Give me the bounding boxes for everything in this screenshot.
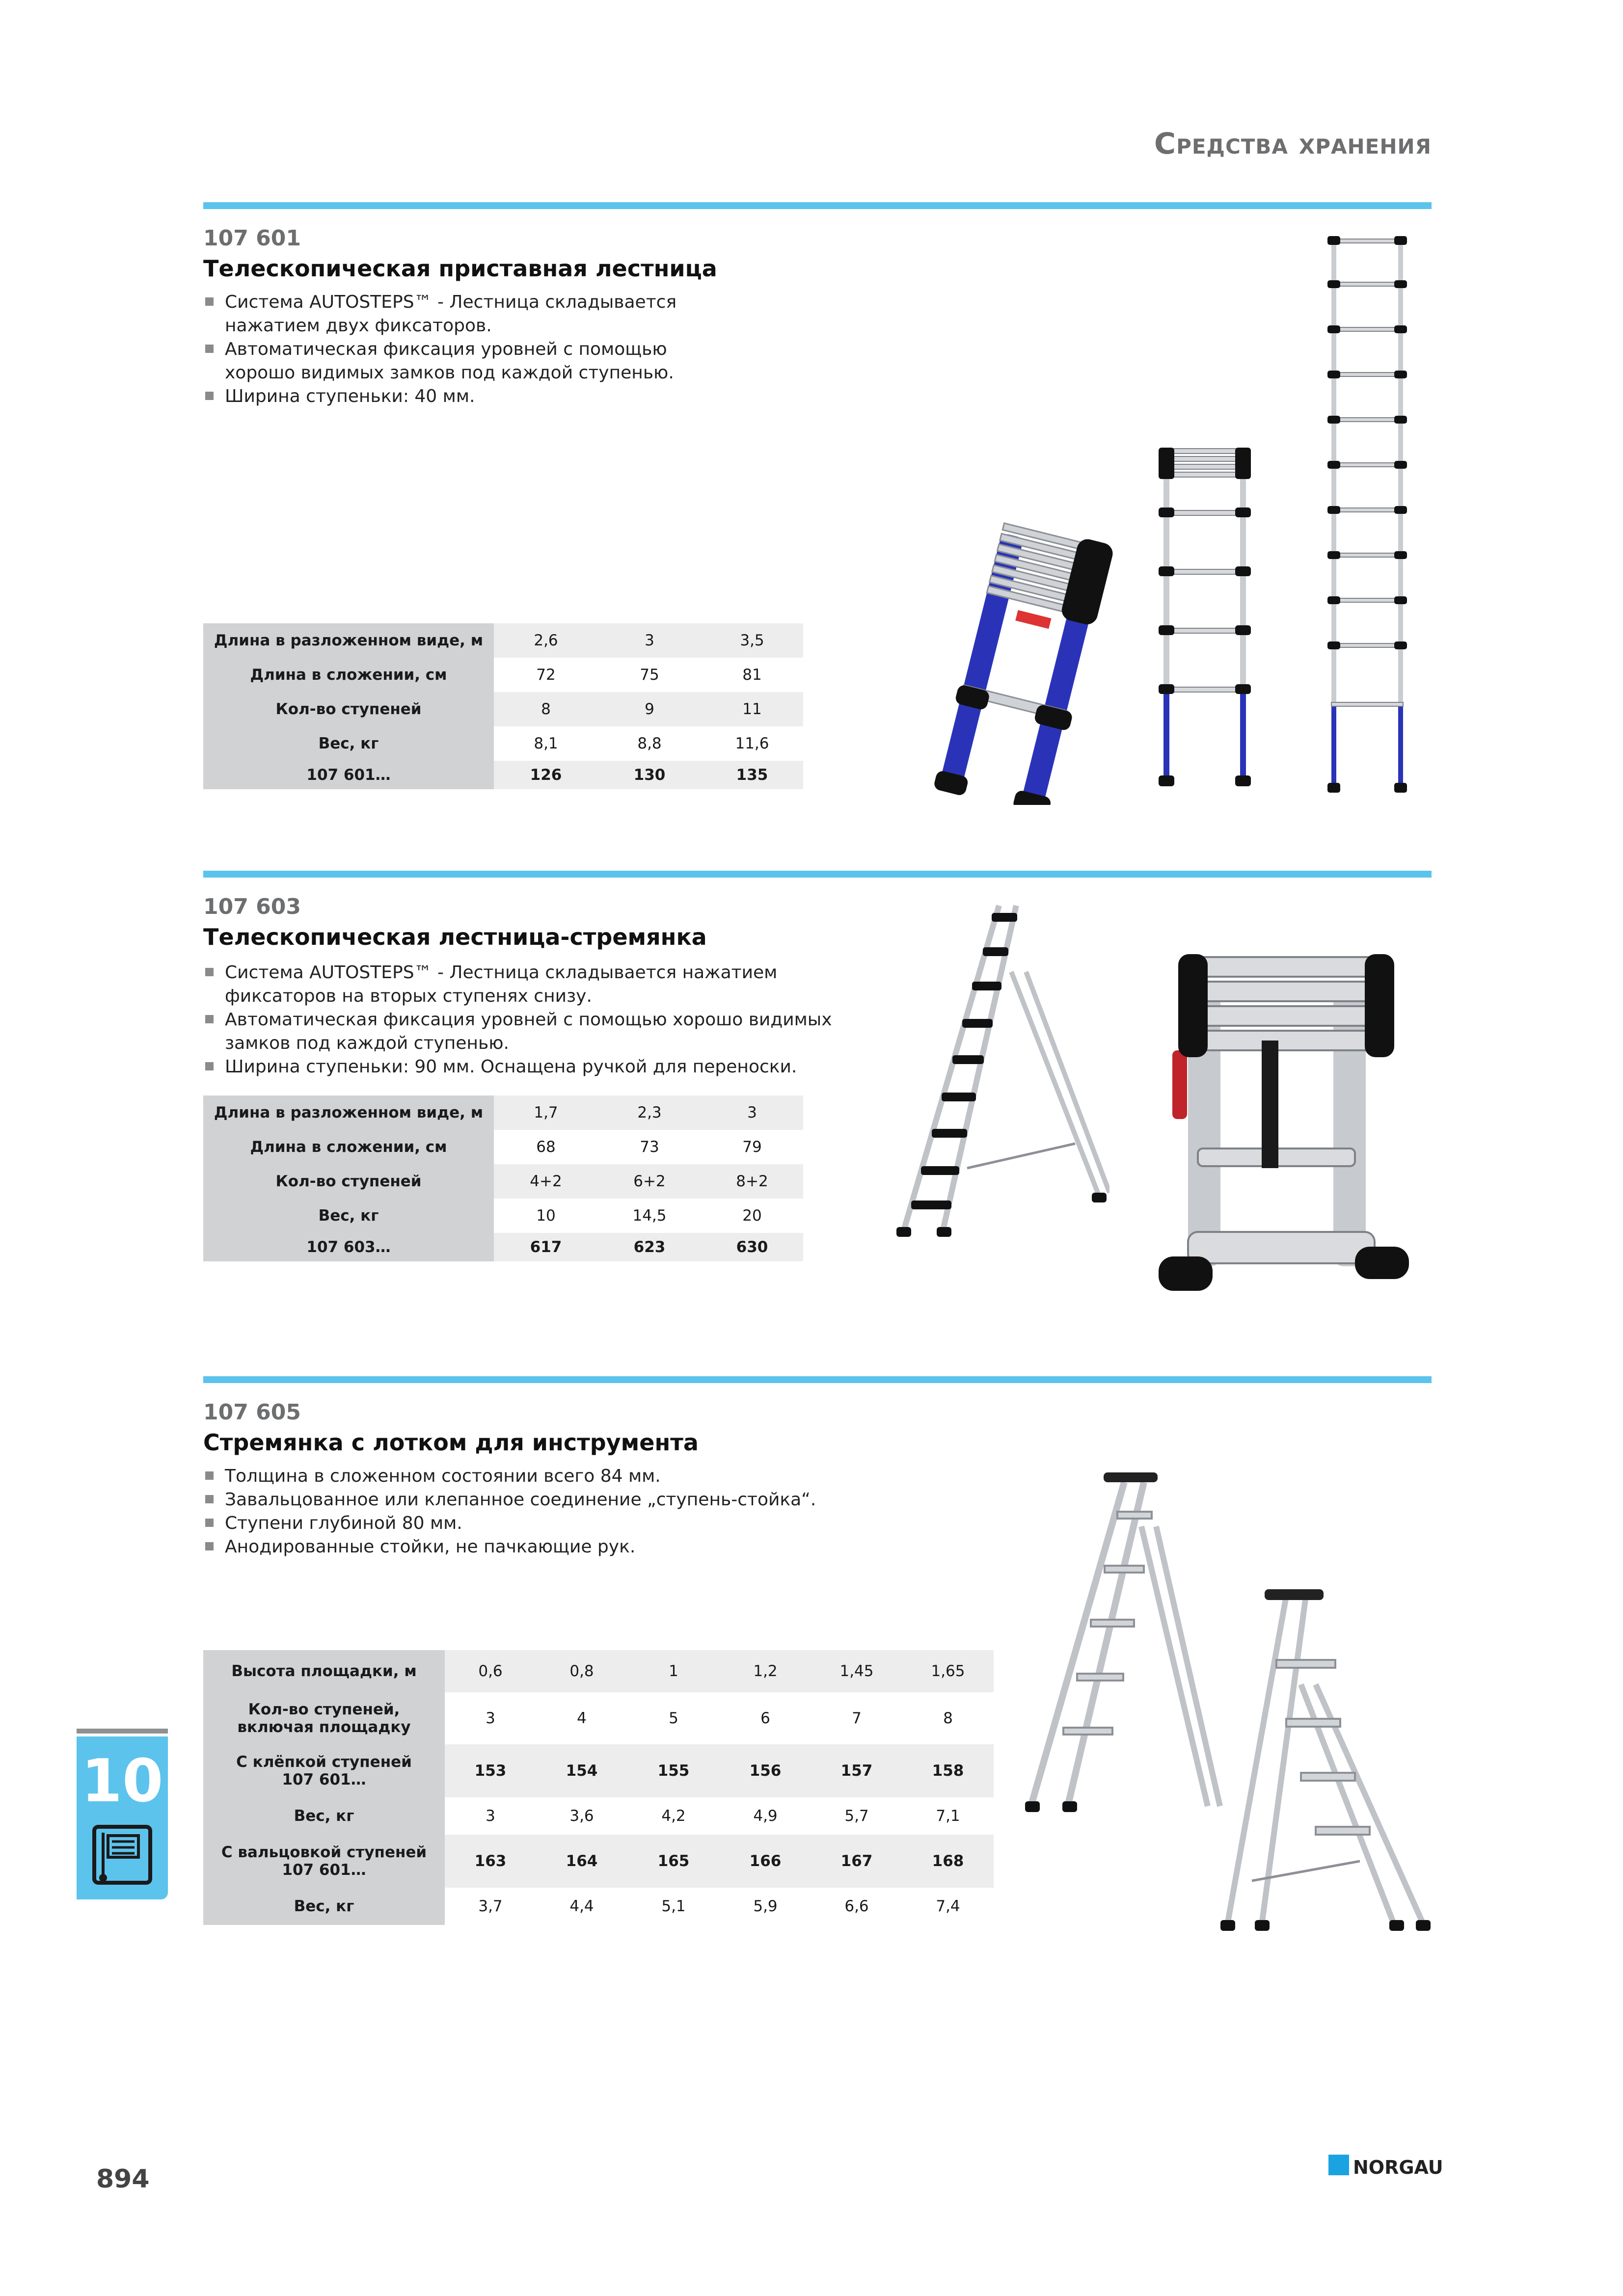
product-features (203, 961, 832, 1079)
table-row: Высота площадки, м 0,6 0,8 1 1,2 1,45 1,65 (203, 1650, 994, 1692)
telescopic-stepladder-open-image (893, 898, 1109, 1242)
page-number: 894 (96, 2164, 150, 2194)
section-divider (203, 1376, 1432, 1383)
product-code: 107 601 (203, 226, 301, 251)
side-tab-bar (77, 1729, 168, 1734)
table-row: С клёпкой ступеней 107 601… 153 154 155 156 157 158 (203, 1744, 994, 1797)
section-divider (203, 202, 1432, 209)
feature-item: Система AUTOSTEPS™ - Лестница складывается нажатием фиксаторов на вторых ступенях снизу. (203, 961, 832, 1008)
product-features (203, 291, 676, 408)
table-row: Вес, кг 3,7 4,4 5,1 5,9 6,6 7,4 (203, 1888, 994, 1925)
table-row: Вес, кг 10 14,5 20 (203, 1199, 803, 1233)
table-row: Кол-во ступеней, включая площадку 3 4 5 6 7 8 (203, 1692, 994, 1744)
feature-item: Ширина ступеньки: 90 мм. Оснащена ручкой для переноски. (203, 1055, 832, 1079)
telescopic-ladder-3-5m-image (1321, 233, 1414, 798)
product-features (203, 1465, 816, 1559)
table-row: 107 601… 126 130 135 (203, 761, 803, 789)
brand-logo-text: NORGAU (1353, 2157, 1443, 2178)
telescopic-stepladder-folded-image (1159, 942, 1434, 1306)
feature-item: Анодированные стойки, не пачкающие рук. (203, 1535, 816, 1559)
feature-item: Ступени глубиной 80 мм. (203, 1512, 816, 1535)
table-row: 107 603… 617 623 630 (203, 1233, 803, 1261)
table-row: Кол-во ступеней 4+2 6+2 8+2 (203, 1164, 803, 1199)
spec-table (203, 1650, 994, 1925)
spec-table (203, 623, 803, 789)
stepladder-with-tray-side-image (1217, 1586, 1434, 1940)
table-row: Кол-во ступеней 8 9 11 (203, 692, 803, 726)
table-row: С вальцовкой ступеней 107 601… 163 164 165 166 167 168 (203, 1835, 994, 1888)
telescopic-ladder-3m-image (1154, 442, 1257, 795)
feature-item: Автоматическая фиксация уровней с помощью хорошо видимых замков под каждой ступенью. (203, 338, 676, 385)
feature-item: Система AUTOSTEPS™ - Лестница складывается нажатием двух фиксаторов. (203, 291, 676, 338)
table-row: Длина в разложенном виде, м 1,7 2,3 3 (203, 1095, 803, 1130)
stepladder-with-tray-image (1021, 1468, 1227, 1821)
brand-logo-mark (1328, 2155, 1349, 2175)
product-code: 107 603 (203, 894, 301, 919)
chapter-number: 10 (81, 1747, 163, 1815)
telescopic-ladder-folded-image (913, 510, 1119, 805)
product-title: Телескопическая лестница-стремянка (203, 924, 707, 950)
table-row: Длина в сложении, см 72 75 81 (203, 658, 803, 692)
spec-table (203, 1095, 803, 1261)
feature-item: Завальцованное или клепанное соединение „ступень-стойка“. (203, 1488, 816, 1512)
table-row: Вес, кг 8,1 8,8 11,6 (203, 726, 803, 761)
feature-item: Толщина в сложенном состоянии всего 84 мм. (203, 1465, 816, 1488)
product-code: 107 605 (203, 1400, 301, 1425)
table-row: Длина в разложенном виде, м 2,6 3 3,5 (203, 623, 803, 658)
feature-item: Автоматическая фиксация уровней с помощью хорошо видимых замков под каждой ступенью. (203, 1008, 832, 1055)
section-header-title: Средства хранения (1154, 127, 1432, 161)
feature-item: Ширина ступеньки: 40 мм. (203, 385, 676, 408)
section-divider (203, 871, 1432, 878)
table-row: Длина в сложении, см 68 73 79 (203, 1130, 803, 1164)
shelf-cabinet-icon (90, 1823, 154, 1887)
product-title: Телескопическая приставная лестница (203, 255, 717, 282)
product-title: Стремянка с лотком для инструмента (203, 1429, 699, 1456)
table-row: Вес, кг 3 3,6 4,2 4,9 5,7 7,1 (203, 1797, 994, 1835)
